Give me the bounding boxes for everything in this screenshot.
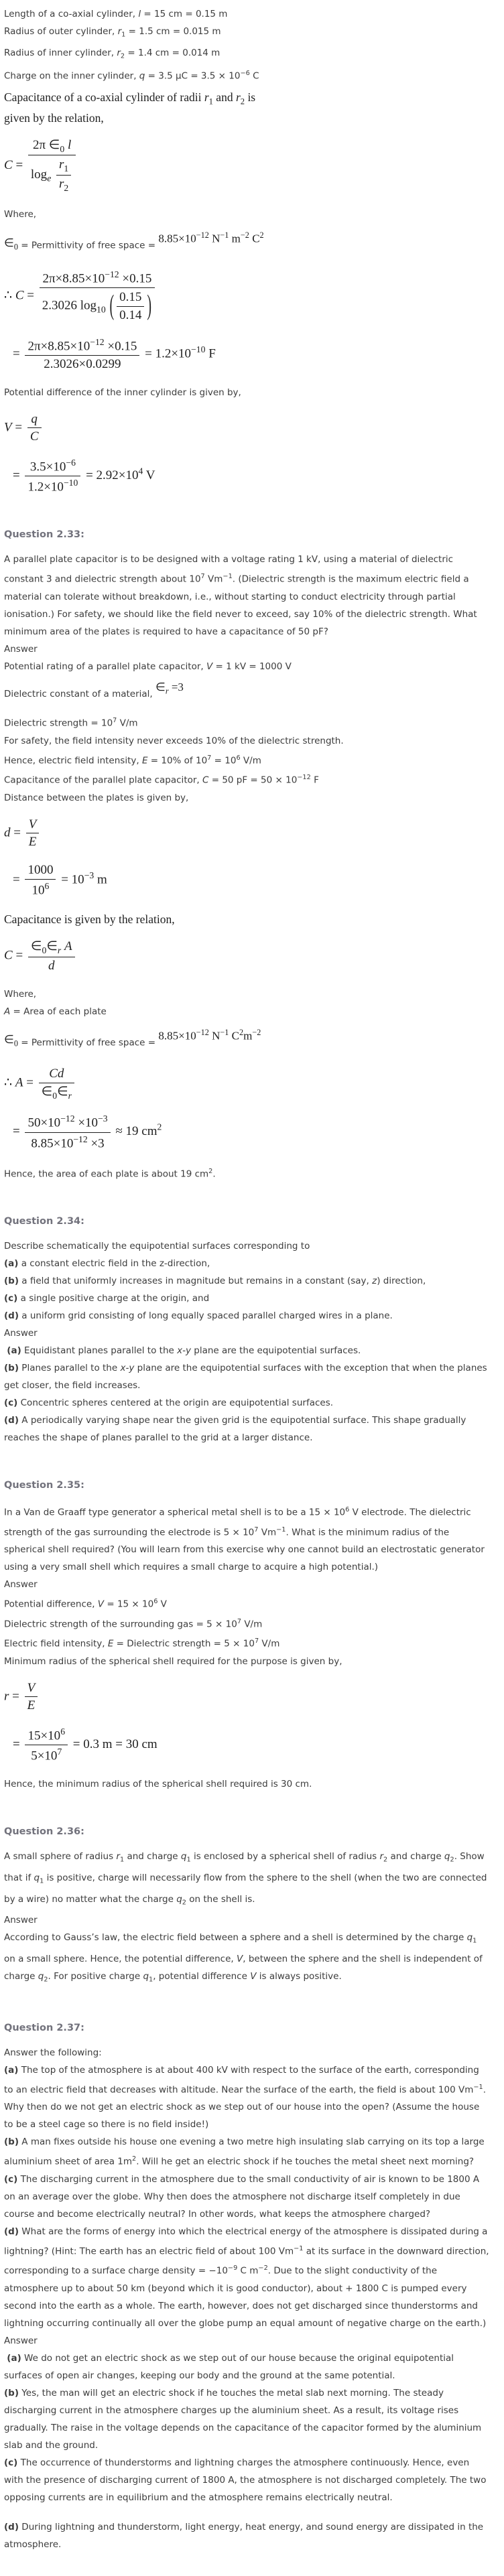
question-2-37-a: (a) The top of the atmosphere is at about 400 kV with respect to the surface of the earth, corresponding to an electric field that decreases with altitude. Near the surface of the earth, the field is about 100 $Vm^{-1}$. Why then do we not get an electric shock as we step out of our house into the open? (Assume the house to be a steel cage so there is no field inside!) [4, 2064, 486, 2130]
question-2-35-text: In a Van de Graaff type generator a spherical metal shell is to be a $15 \times 10^6$ V electrode. The dielectric strength of the gas surrounding the electrode is $5 \times 10^7$ $Vm^{-1}$. What is the minimum radius of the spherical shell required? (You will learn from this exercise why one cannot build an electrostatic generator using a very small shell which requires a small charge to acquire a high potential.) [4, 1506, 485, 1573]
electric-field-intensity-line: Electric field intensity, E = Dielectric strength = $5 \times 10^7$ V/m [4, 1637, 280, 1649]
formula-v-equals-q-over-c: V = $\frac{q}{C}$ [4, 411, 491, 446]
question-2-34-a: (a) a constant electric field in the z-direction, [4, 1258, 210, 1270]
question-2-37-intro: Answer the following: [4, 2047, 102, 2058]
question-2-34-intro: Describe schematically the equipotential surfaces corresponding to [4, 1241, 310, 1252]
given-charge-line: Charge on the inner cylinder, q = 3.5 $\mu C = 3.5 \times 10^{-6}$ C [4, 70, 259, 82]
answer-label-2-34: Answer [4, 1328, 38, 1339]
formula-distance-result: = $\frac{1000}{10^6}$ = $10^{-3}$ m [13, 862, 491, 899]
distance-intro-line: Distance between the plates is given by, [4, 792, 189, 803]
potential-difference-line: Potential difference, $V = 15 \times 10^6$ V [4, 1598, 167, 1610]
potential-rating-line: Potential rating of a parallel plate capacitor, V = 1 kV = 1000 V [4, 661, 292, 672]
answer-2-37-a: (a) We do not get an electric shock as we step out of our house because the original equipotential surfaces of open air changes, keeping our body and the ground at the same potential. [4, 2352, 454, 2381]
formula-parallel-plate-capacitance: C = $\frac{\in_0\in_r A}{d}$ [4, 938, 491, 975]
answer-2-37-d: (d) During lightning and thunderstorm, light energy, heat energy, and sound energy are dissipated in the atmosphere. [4, 2521, 484, 2550]
area-definition-line: A = Area of each plate [4, 1006, 107, 1017]
question-2-33-text: A parallel plate capacitor is to be designed with a voltage rating 1 kV, using a material of dielectric constant 3 and dielectric strength about $10^7$ $Vm^{-1}$. (Dielectric strength is the maximum electric field a material can tolerate without breakdown, i.e., without starting to conduct electricity through partial ionisation.) For safety, we should like the field never to exceed, say 10% of the dielectric strength. What minimum area of the plates is required to have a capacitance of 50 pF? [4, 554, 477, 637]
formula-radius-result: = $\frac{15\times 10^6}{5\times 10^7}$ = 0.3 m = 30 cm [13, 1725, 491, 1765]
formula-capacitance-substitution: ∴ C = $2\pi\times 8.85\times 10^{-12} \times 0.15$ 2.3026 $\log_{10}$ ( $\frac{0.15}{0.14}$ ) [4, 268, 491, 325]
question-2-33-heading: Question 2.33: [4, 529, 84, 541]
answer-2-37-b: (b) Yes, the man will get an electric shock if he touches the metal slab next morning. The steady discharging current in the atmosphere charges up the aluminium sheet. As a result, its voltage rises gradually. The raise in the voltage depends on the capacitance of the capacitor formed by the aluminium slab and the ground. [4, 2387, 482, 2451]
formula-d-equals-v-over-e: d = $\frac{V}{E}$ [4, 816, 491, 852]
question-2-34-d: (d) a uniform grid consisting of long equally spaced parallel charged wires in a plane. [4, 1310, 393, 1322]
dielectric-constant-line: Dielectric constant of a material, $\in_r =3$ [4, 680, 184, 699]
capacitance-line: Capacitance of the parallel plate capacitor, C = 50 pF = $50 \times 10^{-12}$ F [4, 774, 319, 786]
answer-2-34-b: (b) Planes parallel to the x-y plane are the equipotential surfaces with the exception that when the planes get closer, the field increases. [4, 1363, 487, 1392]
formula-area-result: = $\frac{50\times 10^{-12} \times 10^{-3}}{8.85\times 10^{-12} \times 3}$ ≈ 19 $cm^2$ [13, 1112, 491, 1152]
answer-label-2-37: Answer [4, 2335, 38, 2346]
question-2-37-d: (d) What are the forms of energy into which the electrical energy of the atmosphere is dissipated during a lightning? (Hint: The earth has an electric field of about 100 $Vm^{-1}$ at its surface in the downward direction, corresponding to a surface charge density = $-10^{-9}$ C $m^{-2}$. Due to the slight conductivity of the atmosphere up to about 50 km (beyond which it is good conductor), about + 1800 C is pumped every second into the earth as a whole. The earth, however, does not get discharged since thunderstorms and lightning occurring continually all over the globe pump an equal amount of negative charge on the earth.) [4, 2226, 489, 2329]
question-2-36-text: A small sphere of radius $r_1$ and charge $q_1$ is enclosed by a spherical shell of radius $r_2$ and charge $q_2$. Show that if $q_1$ is positive, charge will necessarily flow from the sphere to the shell (when the two are connected by a wire) no matter what the charge $q_2$ on the shell is. [4, 1851, 487, 1907]
coaxial-capacitance-intro: Capacitance of a co-axial cylinder of radii $r_1$ and $r_2$ is given by the relation, [4, 90, 256, 125]
question-2-36-heading: Question 2.36: [4, 1826, 84, 1838]
question-2-35-heading: Question 2.35: [4, 1480, 84, 1491]
field-intensity-line: Hence, electric field intensity, E = 10% of $10^7 = 10^6$ V/m [4, 754, 261, 766]
answer-label-2-35: Answer [4, 1579, 38, 1590]
answer-2-37-c: (c) The occurrence of thunderstorms and lightning charges the atmosphere continuously. Hence, even with the presence of discharging current of 1800 A, the atmosphere is not discharged completely. The two opposing currents are in equilibrium and the atmosphere remains electrically neutral. [4, 2457, 487, 2503]
where-line-2: Where, [4, 988, 37, 1000]
question-2-34-c: (c) a single positive charge at the origin, and [4, 1293, 210, 1304]
potential-difference-intro: Potential difference of the inner cylinder is given by, [4, 387, 241, 398]
answer-2-34-a: (a) Equidistant planes parallel to the x-y plane are the equipotential surfaces. [7, 1345, 361, 1357]
question-2-37-b: (b) A man fixes outside his house one evening a two metre high insulating slab carrying on its top a large aluminium sheet of area $1m^2$. Will he get an electric shock if he touches the metal sheet next morning? [4, 2137, 485, 2167]
formula-area-rearranged: ∴ A = $\frac{Cd}{\in_0\in_r}$ [4, 1065, 491, 1102]
question-2-37-c: (c) The discharging current in the atmosphere due to the small conductivity of air is known to be 1800 A on an average over the globe. Why then does the atmosphere not discharge itself completely in due course and become electrically neutral? In other words, what keeps the atmosphere charged? [4, 2173, 480, 2220]
answer-2-34-d: (d) A periodically varying shape near the given grid is the equipotential surface. This shape gradually reaches the shape of planes parallel to the grid at a larger distance. [4, 1415, 466, 1444]
formula-capacitance-result: = $\frac{2\pi\times 8.85\times 10^{-12} \times 0.15}{2.3026\times 0.0299}$ = $1.2\times 10^{-10}$ F [13, 336, 491, 373]
safety-line: For safety, the field intensity never exceeds 10% of the dielectric strength. [4, 735, 344, 746]
where-line-1: Where, [4, 209, 37, 220]
answer-label-2-36: Answer [4, 1915, 38, 1926]
question-2-37-heading: Question 2.37: [4, 2022, 84, 2033]
answer-2-36-text: According to Gauss’s law, the electric field between a sphere and a shell is determined by the charge $q_1$ on a small sphere. Hence, the potential difference, V, between the sphere and the shell is independent of charge $q_2$. For positive charge $q_1$, potential difference V is always positive. [4, 1932, 483, 1984]
dielectric-strength-line: Dielectric strength = $10^7$ V/m [4, 717, 138, 729]
capacitance-relation-intro: Capacitance is given by the relation, [4, 912, 175, 927]
formula-potential-result: = $\frac{3.5\times 10^{-6}}{1.2\times 10^{-10}}$ = $2.92\times 10^4$ V [13, 456, 491, 496]
question-2-34-heading: Question 2.34: [4, 1216, 84, 1227]
given-length-line: Length of a co-axial cylinder, l = 15 cm = 0.15 m [4, 9, 228, 19]
formula-coaxial-capacitance: C = 2π $\in_0$ l $\log_e$ $\frac{r_1}{r_2}$ [4, 137, 491, 196]
permittivity-line-2: $\in_0$ = Permittivity of free space = $8.85\times 10^{-12}$ $N^{-1}$ $C^2m^{-2}$ [4, 1027, 261, 1048]
conclusion-2-33: Hence, the area of each plate is about 19 $cm^2$. [4, 1167, 216, 1180]
answer-label-2-33: Answer [4, 643, 38, 655]
conclusion-2-35: Hence, the minimum radius of the spherical shell required is 30 cm. [4, 1779, 312, 1790]
question-2-34-b: (b) a field that uniformly increases in magnitude but remains in a constant (say, z) direction, [4, 1276, 426, 1287]
gas-dielectric-strength-line: Dielectric strength of the surrounding gas = $5 \times 10^7$ V/m [4, 1617, 263, 1630]
permittivity-line-1: $\in_0$ = Permittivity of free space = $8.85\times 10^{-12}$ $N^{-1}$ $m^{-2}$ $C^2$ [4, 230, 264, 252]
given-outer-radius-line: Radius of outer cylinder, $r_1 = 1.5$ cm = 0.015 m [4, 26, 221, 39]
given-inner-radius-line: Radius of inner cylinder, $r_2 = 1.4$ cm = 0.014 m [4, 47, 220, 60]
minimum-radius-intro: Minimum radius of the spherical shell required for the purpose is given by, [4, 1655, 342, 1667]
formula-r-equals-v-over-e: r = $\frac{V}{E}$ [4, 1680, 491, 1715]
answer-2-34-c: (c) Concentric spheres centered at the origin are equipotential surfaces. [4, 1398, 334, 1409]
